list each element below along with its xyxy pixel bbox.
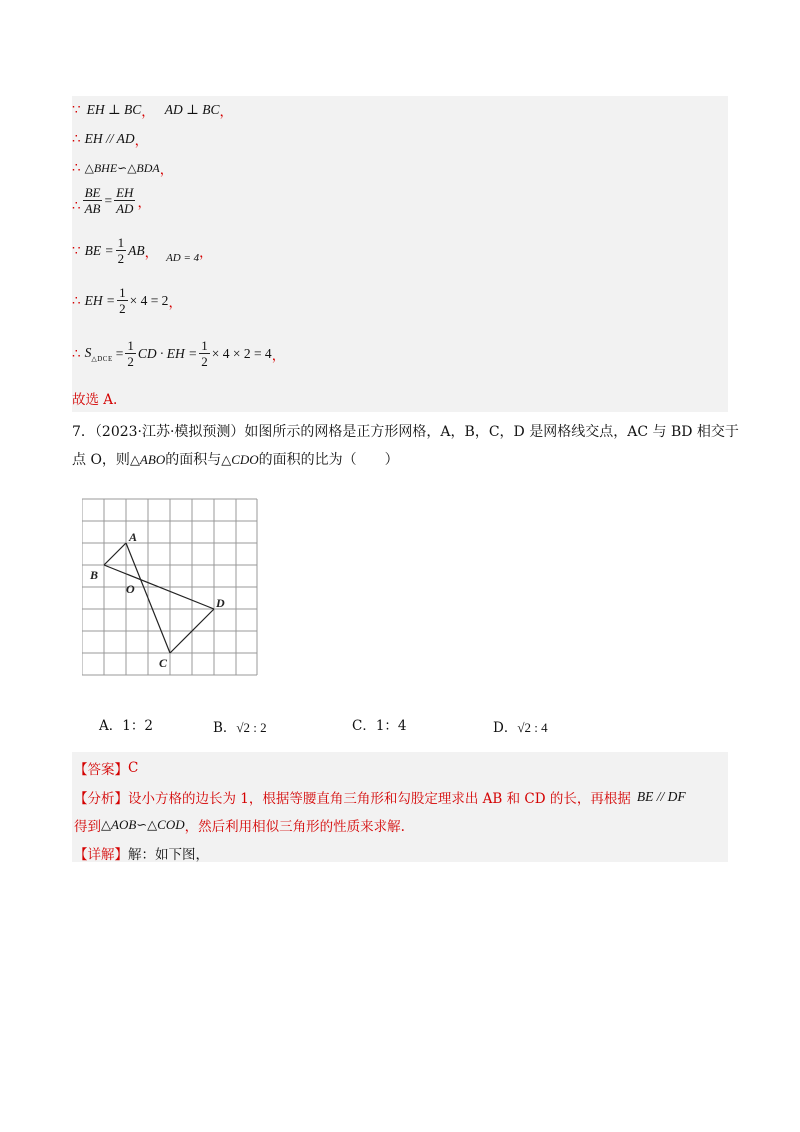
option-d[interactable] (493, 704, 548, 736)
analysis-tag: 【分析】 (74, 791, 128, 807)
math-expr: CD · EH = (137, 345, 198, 361)
option-d-value: √2 : 4 (517, 720, 548, 735)
triangle-cdo: △CDO (221, 452, 259, 467)
option-b-value: √2 : 2 (236, 720, 267, 735)
detail-tag: 【详解】 (74, 847, 128, 863)
solution-line-2 (72, 129, 148, 149)
punct: ， (168, 294, 182, 311)
therefore-symbol: ∴ (72, 131, 81, 147)
grid-lines (82, 499, 257, 675)
therefore-symbol: ∴ (72, 292, 81, 309)
option-a[interactable]: A．1：2 (99, 718, 153, 734)
punct: ， (137, 194, 151, 211)
label-o: O (126, 582, 135, 596)
punct: ， (144, 244, 159, 261)
fraction: $\frac{1}{2}$ (127, 338, 134, 369)
label-b: B (90, 568, 99, 582)
therefore-symbol: ∴ (72, 197, 81, 214)
punct: ， (159, 162, 174, 178)
answer-value: C (128, 760, 139, 776)
option-b[interactable] (213, 704, 267, 736)
fraction: $\frac{1}{2}$ (119, 285, 126, 316)
punct: ， (219, 104, 233, 120)
math-expr: △BHE∽△BDA (84, 160, 160, 175)
analysis-math: BE // DF (636, 789, 686, 804)
analysis-text: 得到 (74, 819, 101, 835)
problem-text: 的面积与 (165, 452, 222, 468)
solution-line-7 (72, 339, 285, 368)
area-symbol: $S_{\triangle DCE}$ (84, 344, 113, 363)
math-expr: EH = (84, 292, 116, 308)
fraction: $\frac{EH}{AD}$ (116, 185, 134, 216)
detail-line (74, 843, 209, 863)
math-expr: EH ⊥ BC (86, 102, 142, 117)
option-d-prefix: D． (493, 720, 518, 736)
solution-panel (72, 96, 728, 412)
fraction: $\frac{BE}{AB}$ (84, 185, 101, 216)
math-expr: × 4 × 2 = 4 (211, 345, 272, 361)
solution-line-5 (72, 236, 213, 265)
answer-tag: 【答案】 (74, 762, 128, 778)
because-symbol: ∵ (72, 242, 81, 259)
option-b-prefix: B． (213, 720, 237, 736)
math-expr: AB (128, 242, 145, 258)
analysis-text: ，然后利用相似三角形的性质来求解. (184, 819, 405, 835)
therefore-symbol: ∴ (72, 160, 81, 176)
problem-text: 点 O，则 (72, 452, 130, 468)
because-symbol: ∵ (72, 102, 81, 118)
label-a: A (129, 530, 138, 544)
math-expr: × 4 = 2 (129, 292, 169, 308)
equals: = (115, 345, 124, 361)
problem-line-2 (72, 449, 399, 469)
answer-line (74, 758, 138, 778)
punct: ， (134, 133, 149, 149)
segment-ab (104, 543, 126, 565)
fraction: $\frac{1}{2}$ (117, 235, 125, 266)
analysis-text: 设小方格的边长为 1，根据等腰直角三角形和勾股定理求出 AB 和 CD 的长，再根据 (128, 791, 631, 807)
math-expr: AD ⊥ BC (164, 102, 220, 117)
solution-line-3 (72, 158, 173, 178)
solution-line-4 (72, 186, 151, 215)
math-expr: BE = (84, 242, 114, 258)
triangle-abo: △ABO (129, 452, 166, 467)
label-d: D (216, 596, 225, 610)
option-c[interactable]: C．1：4 (352, 718, 407, 734)
problem-line-1: 7．（2023·江苏·模拟预测）如图所示的网格是正方形网格，A，B，C，D 是网格线交点，AC 与 BD 相交于 (72, 424, 739, 440)
punct: ， (271, 347, 286, 364)
solution-line-1 (72, 100, 233, 120)
punct: ， (141, 104, 155, 120)
triangle-lines (104, 543, 214, 653)
analysis-line-2 (74, 815, 405, 835)
math-expr: EH // AD (84, 131, 135, 146)
punct: ， (199, 244, 213, 261)
label-c: C (159, 656, 168, 670)
grid-figure (82, 497, 262, 682)
detail-text: 解：如下图， (128, 847, 209, 863)
fraction: $\frac{1}{2}$ (201, 338, 208, 369)
problem-text: 的面积的比为（ ） (258, 452, 399, 468)
equals: = (104, 192, 113, 208)
answer-panel (72, 752, 728, 862)
analysis-math: △AOB∽△COD (101, 817, 185, 832)
math-expr: AD = 4 (166, 251, 200, 264)
choose-line: 故选 A. (72, 392, 118, 408)
solution-line-6 (72, 286, 182, 315)
therefore-symbol: ∴ (72, 345, 81, 362)
analysis-line-1 (74, 787, 686, 807)
